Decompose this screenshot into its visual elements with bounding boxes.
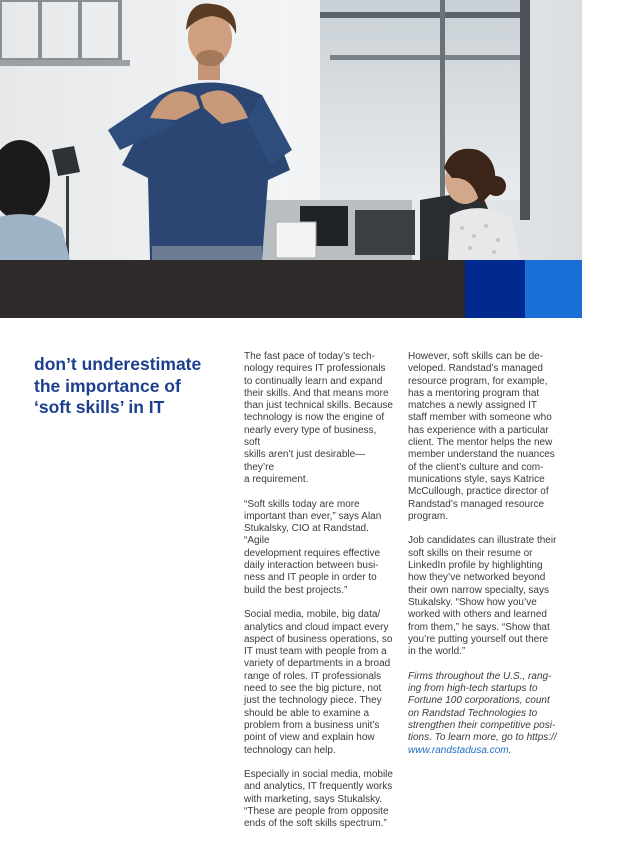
randstad-website-link[interactable]: www.randstadusa.com — [408, 744, 509, 756]
text-column-1 — [244, 351, 394, 843]
paragraph: Job candidates can illustrate their soft skills on their resume or LinkedIn profile by highlighting how they’ve networked beyond their own narrow specialty, says Stukalsky. “Show how you’ve worked with others and learned from them,” he says. “Show that you’re putting yourself out there in the world.” — [408, 535, 557, 658]
paragraph: The fast pace of today’s tech- nology requires IT professionals to continually learn and expand their skills. And that means more than just technical skills. Because technology is now the engine of nearly every type of business, soft skills aren’t just desirable—they’re a requirement. — [244, 351, 393, 485]
paragraph: “Soft skills today are more important than ever,” says Alan Stukalsky, CIO at Randstad. “Agile development requires effective daily interaction between busi- ness and IT people in order to build the best projects.” — [244, 498, 382, 596]
paragraph: Social media, mobile, big data/ analytics and cloud impact every aspect of business operations, so IT must team with people from a variety of departments in a broad range of roles. IT professionals need to see the big picture, not just the technology piece. They should be able to examine a problem from a business unit’s point of view and explain how technology can help. — [244, 609, 393, 756]
headline-line: ‘soft skills’ in IT — [34, 397, 165, 417]
text-column-2 — [408, 351, 562, 769]
headline-line: don’t underestimate — [34, 354, 202, 374]
paragraph: Especially in social media, mobile and analytics, IT frequently works with marketing, says Stukalsky. “These are people from opposite ends of the soft skills spectrum.” — [244, 769, 393, 830]
office-meeting-illustration — [0, 0, 638, 318]
article-headline — [34, 354, 224, 419]
color-banner — [0, 260, 582, 318]
hero-photo — [0, 0, 638, 318]
company-note-end: . — [508, 744, 512, 756]
company-note — [408, 671, 562, 757]
company-note-text: Firms throughout the U.S., rang- ing from high-tech startups to Fortune 100 corporations, count on Randstad Technologies to strengthen their competitive posi- tions. To learn more, go to https:// — [408, 670, 557, 744]
paragraph: However, soft skills can be de- veloped. Randstad’s managed resource program, for example, has a mentoring program that matches a newly assigned IT staff member with someone who has experience with a particular client. The mentor helps the new member understand the nuances of the client’s culture and com- munications style, says Katrice McCullough, practice director of Randstad’s managed resource program. — [408, 351, 555, 522]
headline-line: the importance of — [34, 375, 181, 396]
